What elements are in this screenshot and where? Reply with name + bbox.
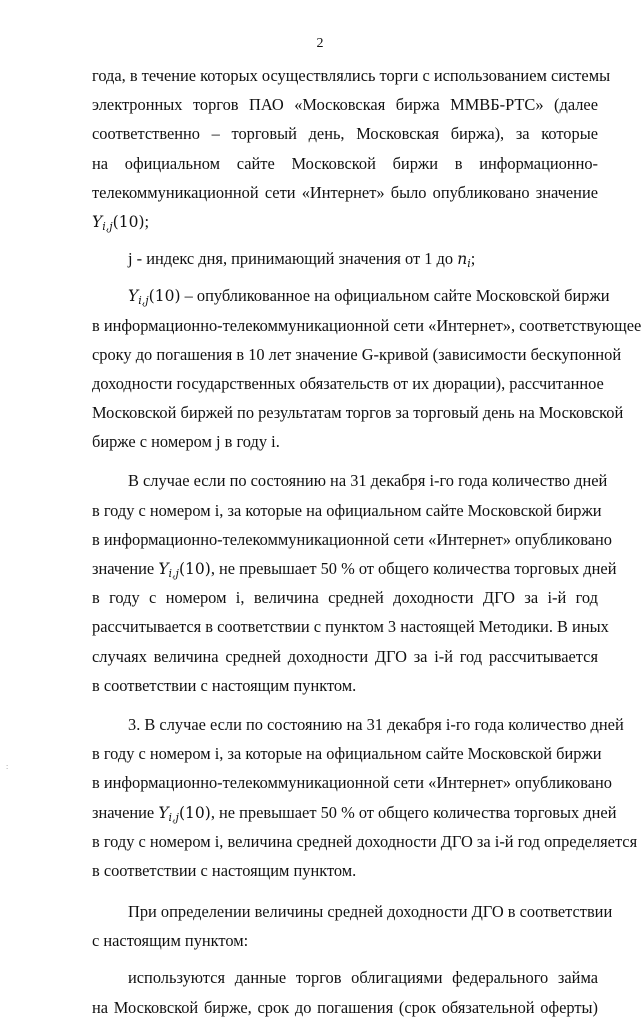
formula-symbol: Y [158, 560, 169, 578]
definition-j-text: j - индекс дня, принимающий значения от 1 до [128, 249, 458, 269]
text-fragment: значение [92, 559, 159, 578]
formula-n-subscript: i [467, 257, 471, 271]
text-line: рассчитывается в соответствии с пунктом 3 настоящей Методики. В иных [92, 617, 609, 637]
formula-argument: (10) [148, 287, 181, 306]
text-line: на официальном сайте Московской биржи в информационно- [92, 153, 598, 173]
formula-symbol: Y [92, 212, 103, 231]
text-line: При определении величины средней доходности ДГО в соответствии [128, 902, 613, 922]
text-line: с настоящим пунктом: [92, 931, 249, 951]
formula-n-i [457, 250, 471, 271]
formula-symbol: Y [128, 287, 139, 306]
formula-line [92, 558, 617, 587]
text-line: Московской биржей по результатам торгов за торговый день на Московской [92, 403, 624, 423]
formula-subscript: i,j [168, 810, 179, 824]
text-line: на Московской бирже, срок до погашения (срок обязательной оферты) [92, 997, 598, 1017]
formula-subscript: i,j [102, 219, 113, 233]
formula-subscript: i,j [138, 294, 149, 308]
text-line: в информационно-телекоммуникационной сети «Интернет» опубликовано [92, 529, 612, 549]
formula-y-ij-10 [92, 213, 145, 231]
formula-argument: (10) [178, 803, 211, 822]
formula-symbol: Y [158, 803, 169, 822]
text-line: сроку до погашения в 10 лет значение G-кривой (зависимости бескупонной [92, 344, 622, 364]
text-line: соответственно – торговый день, Московская биржа), за которые [92, 124, 598, 144]
text-line: в соответствии с настоящим пунктом. [92, 675, 357, 695]
formula-line [92, 211, 598, 240]
text-line: В случае если по состоянию на 31 декабря i-го года количество дней [128, 471, 608, 491]
margin-mark: : [6, 762, 9, 771]
formula-y-ij-10 [158, 804, 211, 822]
document-body [92, 65, 641, 1026]
text-line: года, в течение которых осуществлялись торги с использованием системы [92, 66, 611, 85]
text-line: используются данные торгов облигациями федерального займа [128, 968, 598, 988]
definition-j [92, 248, 598, 277]
definition-y [92, 285, 610, 314]
text-line: в информационно-телекоммуникационной сети «Интернет» опубликовано [92, 773, 612, 793]
formula-semicolon: ; [144, 211, 150, 231]
definition-y-text: – опубликованное на официальном сайте Московской биржи [184, 286, 610, 306]
formula-argument: (10) [112, 212, 145, 231]
formula-line [92, 802, 617, 831]
text-fragment: , не превышает 50 % от общего количества торговых дней [210, 802, 617, 822]
text-line: телекоммуникационной сети «Интернет» было опубликовано значение [92, 182, 598, 202]
text-line: в году с номером i, за которые на официальном сайте Московской биржи [92, 500, 602, 520]
formula-subscript: i,j [168, 567, 179, 580]
text-line: доходности государственных обязательств от их дюрации), рассчитанное [92, 373, 604, 393]
formula-y-ij-10 [158, 560, 211, 578]
formula-semicolon: ; [470, 249, 476, 269]
formula-n-symbol: n [457, 250, 468, 269]
text-line: в информационно-телекоммуникационной сети «Интернет», соответствующее [92, 315, 641, 335]
formula-y-ij-10 [128, 287, 181, 308]
text-fragment: , не превышает 50 % от общего количества торговых дней [210, 559, 617, 578]
section-3-start: 3. В случае если по состоянию на 31 декабря i-го года количество дней [128, 714, 624, 734]
text-line: в году с номером i, величина средней доходности ДГО за i-й год определяется [92, 831, 638, 851]
page-number: 2 [316, 36, 324, 51]
text-line: бирже с номером j в году i. [92, 432, 280, 452]
text-line: случаях величина средней доходности ДГО за i-й год рассчитывается [92, 646, 598, 666]
text-line: в соответствии с настоящим пунктом. [92, 860, 357, 880]
text-line: в году с номером i, за которые на официальном сайте Московской биржи [92, 744, 602, 764]
formula-argument: (10) [178, 560, 211, 578]
text-fragment: значение [92, 802, 159, 822]
text-line: электронных торгов ПАО «Московская биржа ММВБ-РТС» (далее [92, 95, 598, 115]
text-line: в году с номером i, величина средней доходности ДГО за i-й год [92, 588, 598, 608]
